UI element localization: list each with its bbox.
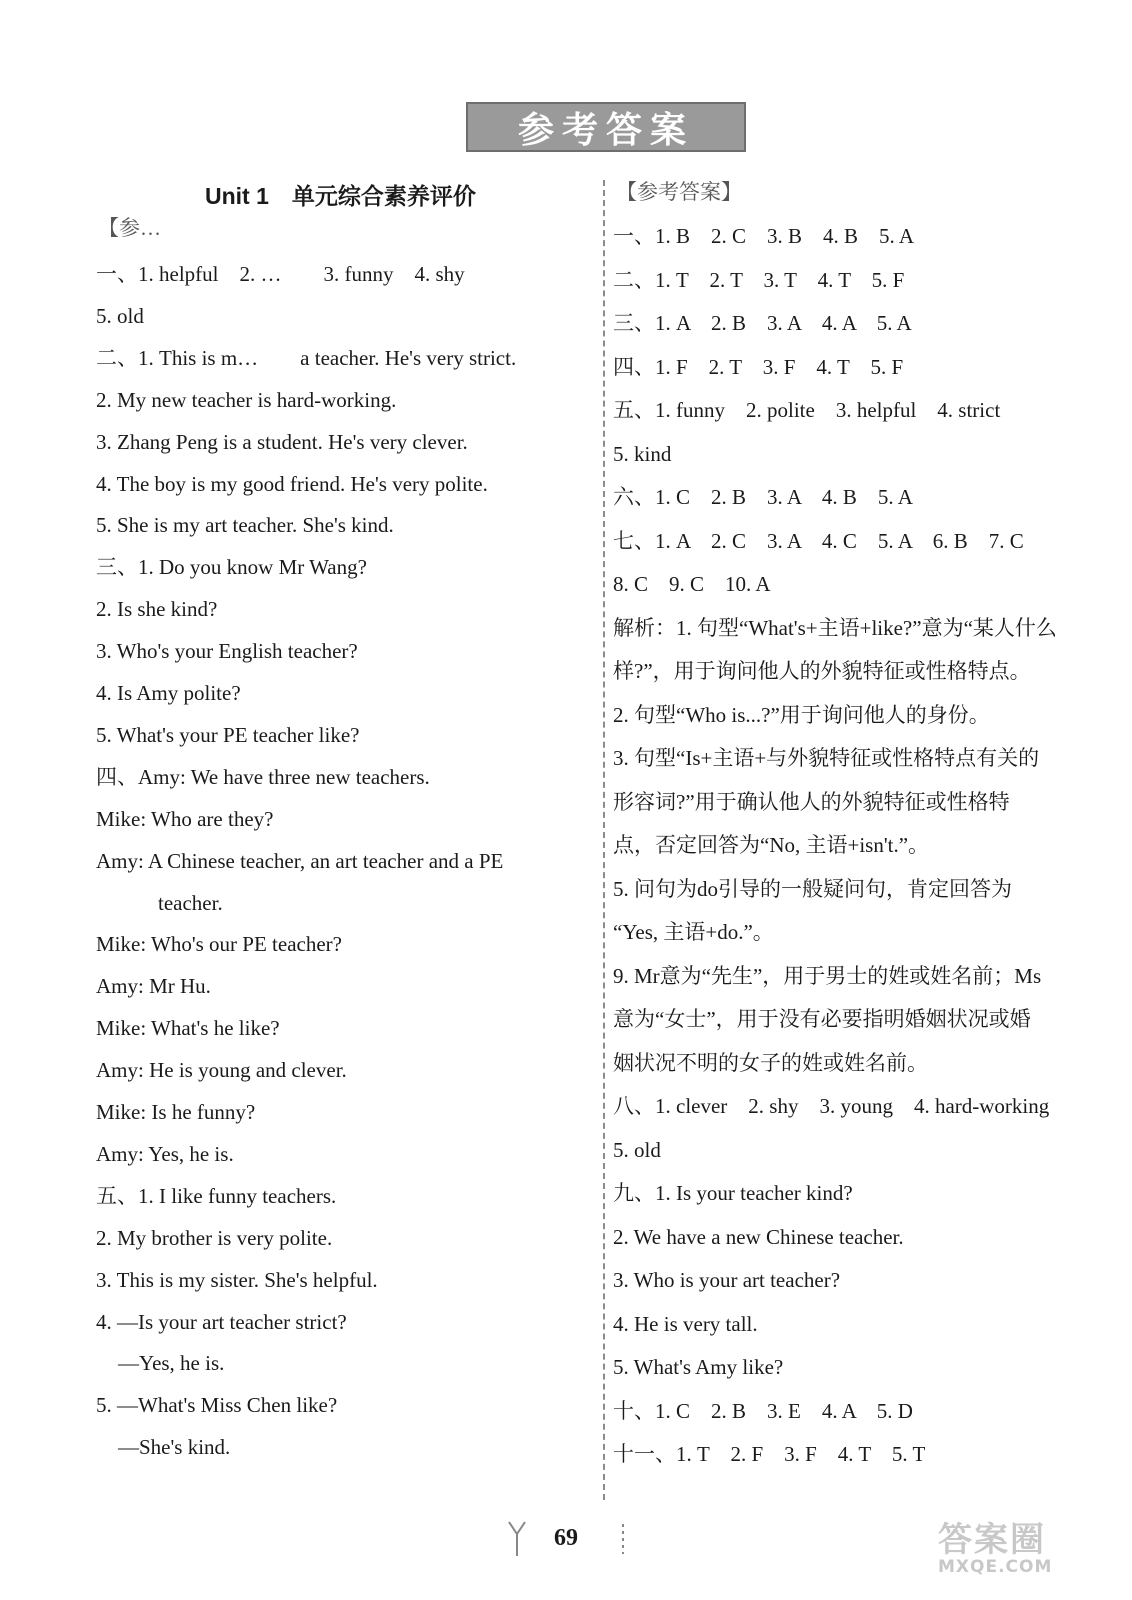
right-answer-line: 二、1. T 2. T 3. T 4. T 5. F xyxy=(613,267,905,292)
left-answer-line: Mike: Is he funny? xyxy=(96,1100,256,1124)
left-answer-line: 5. old xyxy=(96,303,144,328)
left-heading: 【参… xyxy=(98,216,161,240)
left-answer-line: —Yes, he is. xyxy=(118,1351,225,1376)
left-answer-line: 4. The boy is my good friend. He's very polite. xyxy=(96,471,488,496)
right-answer-line: 形容词?”用于确认他人的外貌特征或性格特 xyxy=(613,789,1010,814)
left-answer-line: 4. Is Amy polite? xyxy=(96,681,241,705)
left-answer-line: 3. Who's your English teacher? xyxy=(96,639,358,664)
left-answer-line: Mike: What's he like? xyxy=(96,1016,280,1041)
unit-title: Unit 1 单元综合素养评价 xyxy=(205,183,476,209)
left-answer-line: —She's kind. xyxy=(118,1435,231,1460)
right-answer-line: 2. 句型“Who is...?”用于询问他人的身份。 xyxy=(613,702,990,727)
left-answer-line: Mike: Who's our PE teacher? xyxy=(96,932,342,957)
left-answer-line: 四、Amy: We have three new teachers. xyxy=(96,764,430,789)
right-answer-line: 2. We have a new Chinese teacher. xyxy=(613,1224,904,1249)
left-answer-line: 2. Is she kind? xyxy=(96,597,218,622)
right-answer-line: 样?”，用于询问他人的外貌特征或性格特点。 xyxy=(613,659,1031,683)
right-answer-line: 9. Mr意为“先生”，用于男士的姓或姓名前；Ms xyxy=(613,963,1042,988)
right-answer-line: 十、1. C 2. B 3. E 4. A 5. D xyxy=(613,1398,913,1423)
right-answer-line: 4. He is very tall. xyxy=(613,1311,758,1336)
watermark-logo-text: 答案圈 xyxy=(938,1520,1046,1560)
left-answer-line: 5. —What's Miss Chen like? xyxy=(96,1393,338,1418)
right-answer-line: “Yes, 主语+do.”。 xyxy=(613,920,774,944)
right-answer-line: 5. kind xyxy=(613,441,672,466)
left-answer-line: Amy: Mr Hu. xyxy=(96,974,211,999)
right-answer-line: 七、1. A 2. C 3. A 4. C 5. A 6. B 7. C xyxy=(613,528,1024,553)
right-answer-line: 5. 问句为do引导的一般疑问句，肯定回答为 xyxy=(613,876,1012,901)
right-answer-line: 点，否定回答为“No, 主语+isn't.”。 xyxy=(613,833,930,857)
right-answer-line: 意为“女士”，用于没有必要指明婚姻状况或婚 xyxy=(613,1007,1031,1031)
column-divider xyxy=(603,180,606,1500)
left-answer-line: 2. My new teacher is hard-working. xyxy=(96,387,397,412)
right-answer-line: 三、1. A 2. B 3. A 4. A 5. A xyxy=(613,311,912,335)
right-answer-line: 解析：1. 句型“What's+主语+like?”意为“某人什么 xyxy=(613,615,1057,640)
left-answer-line: 一、1. helpful 2. … 3. funny 4. shy xyxy=(96,262,465,286)
right-answer-line: 5. old xyxy=(613,1137,661,1162)
right-answer-line: 五、1. funny 2. polite 3. helpful 4. strict xyxy=(613,398,1001,422)
left-answer-line: Amy: He is young and clever. xyxy=(96,1058,347,1083)
right-answer-line: 六、1. C 2. B 3. A 4. B 5. A xyxy=(613,485,913,509)
right-answer-line: 九、1. Is your teacher kind? xyxy=(613,1181,853,1205)
right-answer-line: 姻状况不明的女子的姓或姓名前。 xyxy=(613,1050,928,1075)
right-answer-line: 3. Who is your art teacher? xyxy=(613,1268,841,1292)
watermark-url: MXQE.COM xyxy=(938,1557,1053,1577)
left-answer-line: Amy: A Chinese teacher, an art teacher and a PE xyxy=(96,848,504,873)
left-answer-line: 3. This is my sister. She's helpful. xyxy=(96,1267,378,1292)
left-answer-line: 5. What's your PE teacher like? xyxy=(96,722,360,747)
left-answer-line: 4. —Is your art teacher strict? xyxy=(96,1309,347,1334)
right-answer-line: 3. 句型“Is+主语+与外貌特征或性格特点有关的 xyxy=(613,746,1040,770)
left-answer-line: 2. My brother is very polite. xyxy=(96,1225,333,1250)
left-answer-line: 二、1. This is m… a teacher. He's very strict. xyxy=(96,345,517,370)
left-answer-line: Mike: Who are they? xyxy=(96,806,274,831)
page-ornament-right xyxy=(612,1520,634,1558)
left-answer-line: Amy: Yes, he is. xyxy=(96,1141,234,1166)
site-watermark xyxy=(938,1512,1052,1577)
left-answer-line: 5. She is my art teacher. She's kind. xyxy=(96,513,394,538)
left-answer-line: 3. Zhang Peng is a student. He's very clever. xyxy=(96,429,468,454)
left-answer-line: 三、1. Do you know Mr Wang? xyxy=(96,555,367,580)
left-answer-line: teacher. xyxy=(158,890,223,915)
right-answer-line: 5. What's Amy like? xyxy=(613,1355,784,1379)
left-answer-line: 五、1. I like funny teachers. xyxy=(96,1183,337,1208)
page-number: 69 xyxy=(554,1525,578,1551)
right-answer-line: 8. C 9. C 10. A xyxy=(613,572,771,596)
right-heading: 【参考答案】 xyxy=(616,180,742,204)
right-answer-line: 四、1. F 2. T 3. F 4. T 5. F xyxy=(613,354,904,379)
right-answer-line: 八、1. clever 2. shy 3. young 4. hard-working xyxy=(613,1094,1050,1118)
banner-title: 参考答案 xyxy=(517,109,694,151)
right-answer-line: 一、1. B 2. C 3. B 4. B 5. A xyxy=(613,224,915,248)
answer-key-banner xyxy=(466,102,746,152)
right-answer-line: 十一、1. T 2. F 3. F 4. T 5. T xyxy=(613,1442,926,1466)
